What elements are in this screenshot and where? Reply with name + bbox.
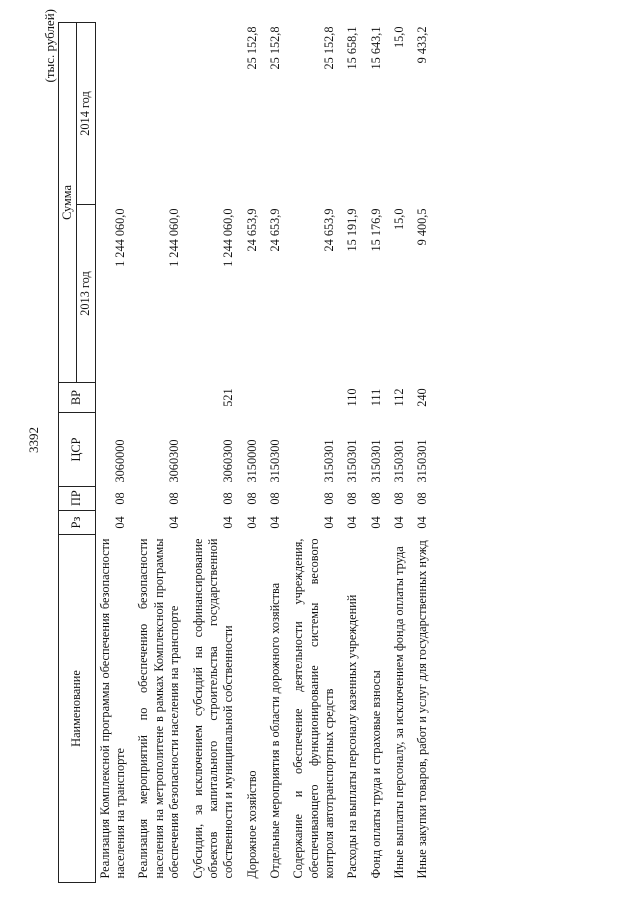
row-vr xyxy=(134,383,188,413)
row-sum-2014: 25 152,8 xyxy=(244,26,259,70)
row-sum-2014: 25 152,8 xyxy=(322,26,337,70)
row-rz: 04 xyxy=(244,516,259,529)
header-name: Наименование xyxy=(59,535,96,883)
row-sum-2014: 9 433,2 xyxy=(415,26,430,64)
table-row xyxy=(189,22,243,882)
row-csr: 3150301 xyxy=(322,439,337,483)
row-vr xyxy=(266,383,289,413)
row-csr: 3060300 xyxy=(167,439,182,483)
row-name: Содержание и обеспечение деятельности учреждения, обеспечивающего функционирование системы весового контроля автотранспортных средств xyxy=(291,538,337,879)
row-sum-2013: 1 244 060,0 xyxy=(167,208,182,267)
row-sum-2013: 24 653,9 xyxy=(244,208,259,252)
row-pr: 08 xyxy=(267,492,282,505)
row-sum-2013: 24 653,9 xyxy=(267,208,282,252)
header-sum: Сумма xyxy=(59,22,77,382)
row-csr: 3150301 xyxy=(368,439,383,483)
row-csr: 3060000 xyxy=(113,439,128,483)
row-sum-2014: 15 658,1 xyxy=(345,26,360,70)
row-pr: 08 xyxy=(221,492,236,505)
table-row xyxy=(95,22,134,882)
row-vr: 521 xyxy=(221,388,236,407)
row-name: Субсидии, за исключением субсидий на софинансирование объектов капитального строительства государственной собственности и муниципальной собственности xyxy=(190,538,236,879)
row-name: Реализация Комплексной программы обеспечения безопасности населения на транспорте xyxy=(97,538,128,879)
page-number: 3392 xyxy=(26,427,41,453)
rotated-page-content xyxy=(0,3,640,903)
row-rz: 04 xyxy=(267,516,282,529)
row-rz: 04 xyxy=(345,516,360,529)
table-row xyxy=(243,22,266,882)
row-sum-2014 xyxy=(95,22,134,204)
header-csr: ЦСР xyxy=(59,413,96,487)
table-row xyxy=(343,22,366,882)
row-sum-2014: 15 643,1 xyxy=(368,26,383,70)
table-row xyxy=(134,22,188,882)
row-name: Фонд оплаты труда и страховые взносы xyxy=(368,670,383,879)
row-sum-2013: 1 244 060,0 xyxy=(113,208,128,267)
row-name: Иные выплаты персоналу, за исключением фонда оплаты труда xyxy=(392,546,407,879)
budget-table xyxy=(58,22,437,883)
row-vr: 111 xyxy=(368,388,383,407)
row-sum-2014 xyxy=(134,22,188,204)
row-pr: 08 xyxy=(392,492,407,505)
row-csr: 3150000 xyxy=(244,439,259,483)
row-vr xyxy=(243,383,266,413)
row-vr xyxy=(95,383,134,413)
row-sum-2013: 24 653,9 xyxy=(322,208,337,252)
header-pr: ПР xyxy=(59,487,96,511)
row-csr: 3150300 xyxy=(267,439,282,483)
row-rz: 04 xyxy=(415,516,430,529)
header-rz: Рз xyxy=(59,511,96,535)
row-name: Расходы на выплаты персоналу казенных учреждений xyxy=(345,594,360,879)
table-row xyxy=(367,22,390,882)
row-sum-2013: 15,0 xyxy=(392,208,407,231)
row-rz: 04 xyxy=(221,516,236,529)
row-csr: 3150301 xyxy=(415,439,430,483)
row-csr: 3150301 xyxy=(345,439,360,483)
row-rz: 04 xyxy=(113,516,128,529)
row-pr: 08 xyxy=(113,492,128,505)
row-csr: 3150301 xyxy=(392,439,407,483)
table-row xyxy=(413,22,436,882)
row-pr: 08 xyxy=(345,492,360,505)
row-sum-2013: 9 400,5 xyxy=(415,208,430,246)
row-rz: 04 xyxy=(392,516,407,529)
row-vr: 110 xyxy=(345,388,360,407)
row-name: Иные закупки товаров, работ и услуг для государственных нужд xyxy=(415,540,430,879)
row-rz: 04 xyxy=(167,516,182,529)
row-name: Реализация мероприятий по обеспечению безопасности населения на метрополитене в рамках Комплексной программы обеспечения безопасности населения на транспорте xyxy=(136,538,182,879)
row-rz: 04 xyxy=(368,516,383,529)
header-2014: 2014 год xyxy=(77,22,95,204)
header-vr: ВР xyxy=(59,383,96,413)
header-row xyxy=(59,22,77,882)
row-vr xyxy=(289,383,343,413)
row-sum-2013: 15 176,9 xyxy=(368,208,383,252)
row-rz: 04 xyxy=(322,516,337,529)
row-pr: 08 xyxy=(322,492,337,505)
row-name: Дорожное хозяйство xyxy=(244,770,259,879)
table-row xyxy=(266,22,289,882)
row-csr: 3060300 xyxy=(221,439,236,483)
row-pr: 08 xyxy=(415,492,430,505)
header-2013: 2013 год xyxy=(77,205,95,383)
row-vr: 112 xyxy=(392,388,407,407)
row-pr: 08 xyxy=(368,492,383,505)
row-pr: 08 xyxy=(244,492,259,505)
table-row xyxy=(289,22,343,882)
row-pr: 08 xyxy=(167,492,182,505)
row-sum-2013: 15 191,9 xyxy=(345,208,360,252)
row-sum-2014: 25 152,8 xyxy=(267,26,282,70)
row-name: Отдельные мероприятия в области дорожного хозяйства xyxy=(267,582,282,879)
row-sum-2013: 1 244 060,0 xyxy=(221,208,236,267)
table-row xyxy=(390,22,413,882)
row-sum-2014: 15,0 xyxy=(392,26,407,49)
unit-note: (тыс. рублей) xyxy=(42,9,57,83)
row-sum-2014 xyxy=(189,22,243,204)
row-vr: 240 xyxy=(415,388,430,407)
